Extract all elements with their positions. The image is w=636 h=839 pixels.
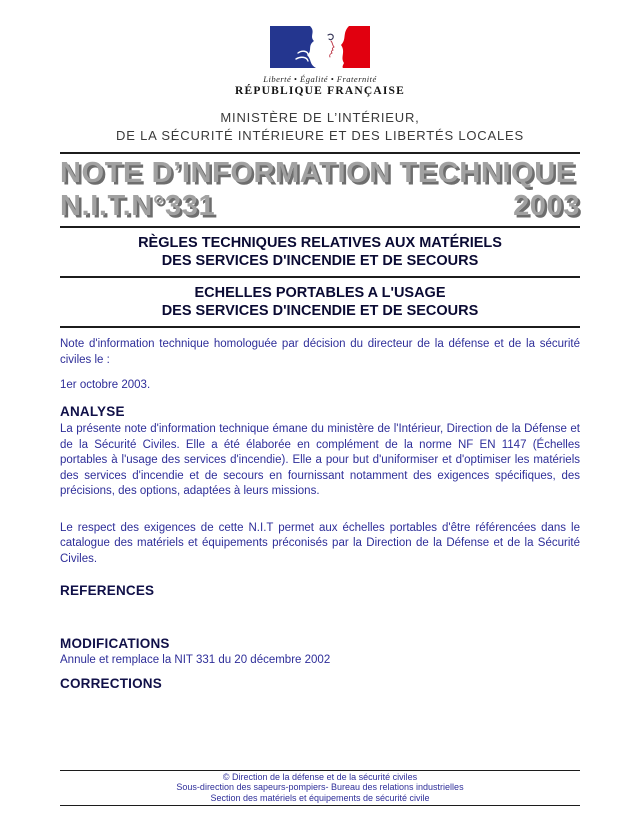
modifications-text: Annule et remplace la NIT 331 du 20 décembre 2002 (60, 654, 331, 666)
marianne-flag-icon (270, 26, 370, 68)
footer-line-1: © Direction de la défense et de la sécurité civiles (222, 771, 418, 782)
subject-echelles-line-1: ECHELLES PORTABLES A L'USAGE (194, 285, 446, 301)
document-body (60, 337, 580, 691)
document-title (60, 157, 580, 223)
subject-rules-line-1: RÈGLES TECHNIQUES RELATIVES AUX MATÉRIELS (138, 235, 502, 251)
title-line-1: NOTE D’INFORMATION TECHNIQUE (60, 157, 576, 189)
homologation-paragraph: Note d'information technique homologuée par décision du directeur de la défense et de la sécurité civiles le : (60, 338, 580, 366)
ministry-line-2: DE LA SÉCURITÉ INTÉRIEURE ET DES LIBERTÉS LOCALES (116, 128, 524, 143)
ministry-name (60, 109, 580, 145)
homologation-date: 1er octobre 2003. (60, 379, 151, 391)
heading-corrections: CORRECTIONS (60, 675, 162, 691)
heading-analyse: ANALYSE (60, 403, 125, 419)
analyse-paragraph: La présente note d'information technique émane du ministère de l'Intérieur, Direction de la Défense et de la Sécurité Civiles. Elle a été élaborée en complément de la norme NF EN 1147 (Échelles portables à l'usage des services d'incendie). Elle a pour but d'uniformiser et d'optimiser les matériels des services d'incendie et de secours en fournissant notamment des exigences spécifiques, des précisions, des options, adaptées à leurs missions. (60, 423, 580, 497)
heading-references: REFERENCES (60, 583, 155, 598)
footer-line-3: Section des matériels et équipements de sécurité civile (210, 792, 430, 803)
title-year: 2003 (513, 190, 580, 222)
page-footer (60, 770, 580, 807)
logo-motto: Liberté • Égalité • Fraternité (263, 74, 377, 84)
title-line-2 (60, 190, 580, 223)
title-nit-number: N.I.T.N°331 (60, 190, 216, 222)
divider-under-echelles (60, 326, 580, 328)
ministry-line-1: MINISTÈRE DE L’INTÉRIEUR, (220, 110, 420, 125)
respect-paragraph: Le respect des exigences de cette N.I.T permet aux échelles portables d'être référencées dans le catalogue des matériels et équipements préconisés par la Direction de la Défense et de la Sécurité Civiles. (60, 521, 580, 565)
divider-under-ministry (60, 152, 580, 154)
republique-francaise-logo (60, 26, 580, 97)
subject-rules-line-2: DES SERVICES D'INCENDIE ET DE SECOURS (161, 252, 479, 269)
logo-country-name: RÉPUBLIQUE FRANÇAISE (234, 85, 405, 97)
footer-line-2: Sous-direction des sapeurs-pompiers- Bureau des relations industrielles (176, 782, 464, 792)
subject-block-echelles (60, 278, 580, 326)
subject-block-rules (60, 228, 580, 276)
heading-modifications: MODIFICATIONS (60, 635, 170, 651)
subject-echelles-line-2: DES SERVICES D'INCENDIE ET DE SECOURS (161, 302, 479, 319)
